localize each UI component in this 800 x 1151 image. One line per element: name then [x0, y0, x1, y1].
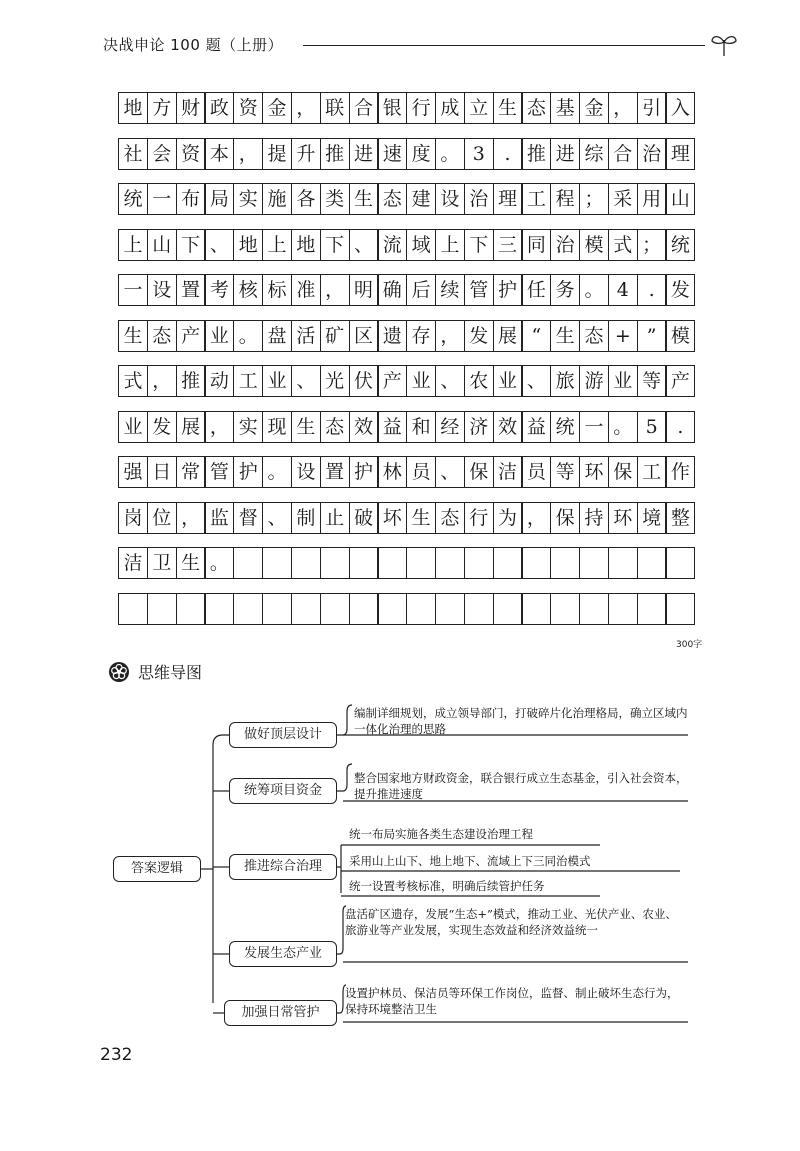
- grid-cell: 工: [637, 456, 667, 488]
- grid-cell: 明: [349, 274, 379, 306]
- word-count: 300字: [676, 640, 703, 650]
- grid-cell: 产: [176, 320, 206, 352]
- grid-cell: 程: [550, 183, 580, 215]
- grid-cell: 标: [262, 274, 292, 306]
- grid-cell: 。: [608, 411, 638, 443]
- grid-cell: 态: [147, 320, 177, 352]
- grid-cell: 态: [435, 502, 465, 534]
- grid-cell: 环: [579, 456, 609, 488]
- grid-cell: 洁: [493, 456, 523, 488]
- grid-cell: 护: [233, 456, 263, 488]
- grid-cell: ，: [608, 92, 638, 124]
- grid-cell: 考: [204, 274, 234, 306]
- grid-cell: 整: [665, 502, 695, 534]
- grid-cell: 管: [464, 274, 494, 306]
- grid-cell: 准: [291, 274, 321, 306]
- grid-cell: 域: [406, 229, 436, 261]
- grid-cell: 业: [493, 365, 523, 397]
- grid-cell: 矿: [320, 320, 350, 352]
- grid-cell: 保: [464, 456, 494, 488]
- grid-cell: 遗: [377, 320, 407, 352]
- grid-cell: 员: [406, 456, 436, 488]
- grid-cell: 生: [291, 411, 321, 443]
- grid-cell: 破: [349, 502, 379, 534]
- grid-cell: 态: [521, 92, 551, 124]
- grid-cell: 各: [291, 183, 321, 215]
- grid-cell: 4: [608, 274, 638, 306]
- grid-cell: 任: [521, 274, 551, 306]
- grid-cell: 资: [233, 92, 263, 124]
- grid-cell: 社: [118, 138, 148, 170]
- grid-cell: 布: [176, 183, 206, 215]
- grid-cell: 立: [464, 92, 494, 124]
- grid-cell: 保: [550, 502, 580, 534]
- grid-cell: 金: [579, 92, 609, 124]
- grid-cell: 引: [637, 92, 667, 124]
- grid-cell: 经: [435, 411, 465, 443]
- grid-cell: 务: [550, 274, 580, 306]
- grid-cell: 速: [377, 138, 407, 170]
- grid-cell: 。: [262, 456, 292, 488]
- book-title: 决战申论 100 题（上册）: [103, 36, 284, 54]
- grid-cell: 、: [291, 365, 321, 397]
- grid-cell: +: [608, 320, 638, 352]
- grid-cell: 模: [579, 229, 609, 261]
- grid-cell: 济: [464, 411, 494, 443]
- grid-cell: 作: [665, 456, 695, 488]
- grid-cell: 存: [406, 320, 436, 352]
- grid-cell: 综: [579, 138, 609, 170]
- grid-cell: 发: [464, 320, 494, 352]
- grid-cell: 止: [320, 502, 350, 534]
- grid-cell: 持: [579, 502, 609, 534]
- grid-cell: 护: [493, 274, 523, 306]
- branch-project-funds: 统筹项目资金: [229, 778, 337, 804]
- grid-cell: 统: [118, 183, 148, 215]
- grid-cell: 坏: [377, 502, 407, 534]
- grid-cell: 地: [291, 229, 321, 261]
- grid-cell: 续: [435, 274, 465, 306]
- grid-cell: 。: [204, 547, 234, 579]
- grid-cell: 伏: [349, 365, 379, 397]
- grid-cell: 生: [550, 320, 580, 352]
- grid-cell: 态: [579, 320, 609, 352]
- grid-cell: 下: [176, 229, 206, 261]
- grid-cell: 统: [665, 229, 695, 261]
- grid-cell: 上: [262, 229, 292, 261]
- leaf-governance-2: 采用山上山下、地上地下、流域上下三同治模式: [349, 854, 591, 868]
- grid-cell: 上: [435, 229, 465, 261]
- grid-cell: 卫: [147, 547, 177, 579]
- leaf-bracket-1: [337, 705, 352, 735]
- branch-top-level-design: 做好顶层设计: [229, 722, 337, 748]
- grid-cell: 三: [493, 229, 523, 261]
- grid-cell: 产: [377, 365, 407, 397]
- grid-cell: 联: [320, 92, 350, 124]
- grid-cell: 置: [320, 456, 350, 488]
- grid-cell: 建: [406, 183, 436, 215]
- grid-cell: 活: [291, 320, 321, 352]
- grid-cell: 益: [377, 411, 407, 443]
- grid-cell: 入: [665, 92, 695, 124]
- grid-cell: 常: [176, 456, 206, 488]
- grid-cell: 同: [521, 229, 551, 261]
- grid-cell: 产: [665, 365, 695, 397]
- grid-cell: 统: [550, 411, 580, 443]
- grid-cell: 用: [637, 183, 667, 215]
- branch-eco-industry: 发展生态产业: [229, 941, 337, 967]
- grid-cell: 流: [377, 229, 407, 261]
- leaf-bracket-2: [337, 764, 352, 791]
- grid-cell: ，: [320, 274, 350, 306]
- grid-cell: 山: [665, 183, 695, 215]
- branch-comprehensive-governance: 推进综合治理: [229, 854, 337, 880]
- grid-cell: 效: [349, 411, 379, 443]
- leaf-governance-3: 统一设置考核标准，明确后续管护任务: [349, 879, 545, 893]
- grid-cell: 农: [464, 365, 494, 397]
- leaf-daily-maintenance: 设置护林员、保洁员等环保工作岗位，监督、制止破坏生态行为，保持环境整洁卫生: [345, 986, 679, 1016]
- grid-cell: 理: [493, 183, 523, 215]
- grid-cell: 确: [377, 274, 407, 306]
- grid-cell: 进: [550, 138, 580, 170]
- grid-cell: 发: [147, 411, 177, 443]
- mindmap-title: 思维导图: [138, 663, 203, 682]
- grid-cell: 一: [579, 411, 609, 443]
- grid-cell: 银: [377, 92, 407, 124]
- grid-cell: 5: [637, 411, 667, 443]
- grid-cell: 和: [406, 411, 436, 443]
- grid-cell: 等: [637, 365, 667, 397]
- grid-cell: 境: [637, 502, 667, 534]
- grid-cell: 设: [435, 183, 465, 215]
- grid-cell: ”: [637, 320, 667, 352]
- grid-cell: 金: [262, 92, 292, 124]
- grid-cell: 、: [349, 229, 379, 261]
- grid-cell: 光: [320, 365, 350, 397]
- grid-cell: ，: [176, 502, 206, 534]
- grid-cell: 置: [176, 274, 206, 306]
- grid-cell: 生: [118, 320, 148, 352]
- grid-cell: .: [665, 411, 695, 443]
- grid-cell: 行: [464, 502, 494, 534]
- branch-daily-maintenance: 加强日常管护: [224, 1000, 337, 1026]
- grid-cell: 进: [349, 138, 379, 170]
- grid-cell: 员: [521, 456, 551, 488]
- grid-cell: 强: [118, 456, 148, 488]
- grid-cell: 态: [320, 411, 350, 443]
- grid-cell: 地: [233, 229, 263, 261]
- grid-cell: 发: [665, 274, 695, 306]
- grid-cell: 度: [406, 138, 436, 170]
- grid-cell: 实: [233, 183, 263, 215]
- grid-cell: 位: [147, 502, 177, 534]
- grid-cell: 旅: [550, 365, 580, 397]
- grid-cell: 。: [579, 274, 609, 306]
- grid-cell: 制: [291, 502, 321, 534]
- grid-cell: 监: [204, 502, 234, 534]
- grid-cell: 、: [521, 365, 551, 397]
- grid-cell: 现: [262, 411, 292, 443]
- grid-cell: 下: [320, 229, 350, 261]
- grid-cell: 业: [608, 365, 638, 397]
- grid-cell: 展: [493, 320, 523, 352]
- grid-cell: 下: [464, 229, 494, 261]
- page-number: 232: [100, 1045, 133, 1065]
- grid-cell: 合: [608, 138, 638, 170]
- grid-cell: 。: [435, 138, 465, 170]
- grid-cell: 施: [262, 183, 292, 215]
- grid-cell: 推: [521, 138, 551, 170]
- leaf-project-funds: 整合国家地方财政资金，联合银行成立生态基金，引入社会资本，提升推进速度: [354, 771, 688, 801]
- grid-cell: 式: [118, 365, 148, 397]
- grid-cell: 保: [608, 456, 638, 488]
- grid-cell: 类: [320, 183, 350, 215]
- grid-cell: 生: [349, 183, 379, 215]
- grid-cell: 盘: [262, 320, 292, 352]
- grid-cell: 采: [608, 183, 638, 215]
- grid-cell: 护: [349, 456, 379, 488]
- grid-cell: 理: [665, 138, 695, 170]
- grid-cell: 后: [406, 274, 436, 306]
- grid-cell: 基: [550, 92, 580, 124]
- grid-cell: 业: [262, 365, 292, 397]
- grid-cell: 林: [377, 456, 407, 488]
- grid-cell: 本: [204, 138, 234, 170]
- mindmap-root: 答案逻辑: [113, 856, 201, 882]
- grid-cell: 局: [204, 183, 234, 215]
- grid-cell: 3: [464, 138, 494, 170]
- grid-cell: 式: [608, 229, 638, 261]
- grid-cell: 提: [262, 138, 292, 170]
- grid-cell: 环: [608, 502, 638, 534]
- grid-cell: 洁: [118, 547, 148, 579]
- grid-cell: 方: [147, 92, 177, 124]
- grid-cell: 合: [349, 92, 379, 124]
- grid-cell: 日: [147, 456, 177, 488]
- grid-cell: 一: [147, 183, 177, 215]
- grid-cell: 模: [665, 320, 695, 352]
- grid-cell: ，: [147, 365, 177, 397]
- grid-cell: 治: [464, 183, 494, 215]
- grid-cell: 等: [550, 456, 580, 488]
- grid-cell: 山: [147, 229, 177, 261]
- grid-cell: 核: [233, 274, 263, 306]
- grid-cell: ；: [579, 183, 609, 215]
- grid-cell: ，: [435, 320, 465, 352]
- grid-cell: 上: [118, 229, 148, 261]
- grid-cell: 财: [176, 92, 206, 124]
- grid-cell: 益: [521, 411, 551, 443]
- grid-cell: 、: [262, 502, 292, 534]
- grid-cell: ，: [291, 92, 321, 124]
- grid-cell: 成: [435, 92, 465, 124]
- grid-cell: 督: [233, 502, 263, 534]
- grid-cell: 设: [147, 274, 177, 306]
- grid-cell: .: [493, 138, 523, 170]
- grid-cell: ，: [521, 502, 551, 534]
- grid-cell: 治: [637, 138, 667, 170]
- grid-cell: 推: [176, 365, 206, 397]
- grid-cell: 效: [493, 411, 523, 443]
- grid-cell: 展: [176, 411, 206, 443]
- grid-cell: 行: [406, 92, 436, 124]
- grid-cell: .: [637, 274, 667, 306]
- grid-cell: 会: [147, 138, 177, 170]
- grid-cell: 地: [118, 92, 148, 124]
- grid-cell: “: [521, 320, 551, 352]
- grid-cell: 管: [204, 456, 234, 488]
- grid-cell: 业: [406, 365, 436, 397]
- grid-cell: 生: [176, 547, 206, 579]
- grid-cell: 一: [118, 274, 148, 306]
- grid-cell: 、: [435, 456, 465, 488]
- leaf-eco-industry: 盘活矿区遗存，发展“生态+”模式，推动工业、光伏产业、农业、旅游业等产业发展，实现生态效益和经济效益统一: [345, 907, 677, 937]
- grid-cell: ，: [233, 138, 263, 170]
- grid-cell: ；: [637, 229, 667, 261]
- grid-cell: 升: [291, 138, 321, 170]
- grid-cell: 、: [435, 365, 465, 397]
- leaf-top-level-design: 编制详细规划，成立领导部门，打破碎片化治理格局，确立区域内一体化治理的思路: [354, 706, 688, 736]
- grid-cell: 生: [406, 502, 436, 534]
- grid-cell: 工: [521, 183, 551, 215]
- grid-cell: 为: [493, 502, 523, 534]
- grid-cell: 工: [233, 365, 263, 397]
- grid-cell: 政: [204, 92, 234, 124]
- grid-cell: 推: [320, 138, 350, 170]
- grid-cell: 治: [550, 229, 580, 261]
- branch-connector: [213, 735, 229, 745]
- grid-cell: 动: [204, 365, 234, 397]
- leaf-governance-1: 统一布局实施各类生态建设治理工程: [349, 827, 533, 841]
- grid-cell: 设: [291, 456, 321, 488]
- grid-cell: ，: [204, 411, 234, 443]
- grid-cell: 生: [493, 92, 523, 124]
- grid-cell: 业: [204, 320, 234, 352]
- grid-cell: 实: [233, 411, 263, 443]
- grid-cell: 态: [377, 183, 407, 215]
- grid-cell: 游: [579, 365, 609, 397]
- grid-cell: 岗: [118, 502, 148, 534]
- grid-cell: 区: [349, 320, 379, 352]
- grid-cell: 资: [176, 138, 206, 170]
- grid-cell: 业: [118, 411, 148, 443]
- grid-cell: 、: [204, 229, 234, 261]
- grid-cell: 。: [233, 320, 263, 352]
